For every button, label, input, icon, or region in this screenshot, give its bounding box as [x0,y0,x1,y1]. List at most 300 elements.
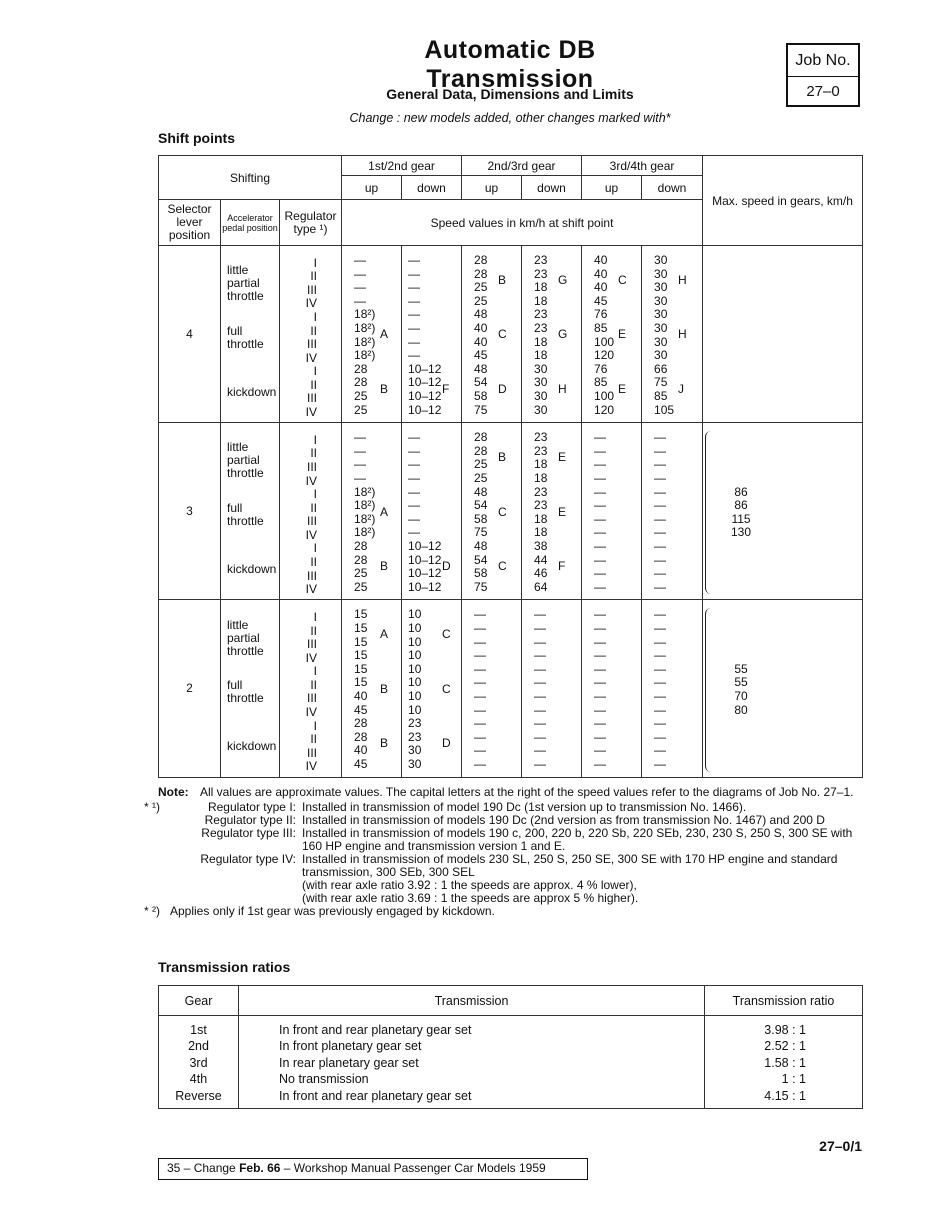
speed-value: 54 [474,552,488,567]
speed-value: — [654,566,667,581]
max-speed-value: 70 [734,688,748,703]
speed-value: — [594,729,607,744]
speed-value: — [408,443,421,458]
axle-note-2: (with rear axle ratio 3.69 : 1 the speeds are approx 5 % higher). [302,891,639,905]
regulator-cell [280,246,342,423]
speed-value: — [354,253,367,267]
speed-value: — [534,688,547,703]
speed-value: 25 [474,457,488,472]
speed-value: 10 [408,688,422,703]
selector-position: 3 [159,423,221,600]
speed-value: 85 [594,320,608,335]
diagram-letter: A [380,327,389,342]
transmission-ratios-table [158,985,863,1109]
diagram-letter: C [498,504,507,519]
speed-value: — [534,620,547,635]
speed-value: — [408,348,421,363]
speed-value: — [408,334,421,349]
speed-value: — [594,484,607,499]
speed-cell-g12-up [342,246,402,423]
speed-value: — [408,511,421,526]
speed-value: — [654,498,667,513]
regulator-type: I [313,718,318,733]
speed-value: 18 [534,293,548,308]
throttle-label: kickdown [227,739,277,754]
speed-value: 30 [408,743,422,758]
speed-value: 28 [354,538,368,553]
throttle-label: full throttle [227,324,264,352]
speed-value: — [534,743,547,758]
speed-value: — [534,634,547,649]
footer-date: Feb. 66 [239,1161,281,1175]
gear-name: Reverse [175,1088,222,1103]
diagram-letter: J [678,381,685,396]
speed-cell-g34-down [642,246,703,423]
speed-cell-g23-down [522,600,582,777]
regulator-type: II [310,677,318,692]
speed-value: 18 [534,348,548,363]
job-number-value: 27–0 [806,83,840,100]
ratio-value: 2.52 : 1 [764,1039,806,1054]
speed-value: — [594,743,607,758]
gear-name: 4th [189,1072,208,1087]
speed-value: 28 [354,716,368,731]
note-label: Note: [158,785,189,799]
speed-value: — [594,498,607,513]
speed-cell-g12-down [402,423,462,600]
diagram-letter: F [442,381,450,396]
regulator-type: II [310,446,318,461]
throttle-label: full throttle [227,678,264,706]
speed-value: 54 [474,498,488,513]
regulator-note-label [144,800,302,814]
throttle-cell [221,246,280,423]
speed-value: — [474,648,487,663]
speed-value: — [654,538,667,553]
transmission-desc: In front and rear planetary gear set [279,1088,472,1103]
speed-value: — [654,634,667,649]
throttle-label: little partial throttle [227,617,264,658]
speed-value: 48 [474,361,488,376]
ratio-value: 1.58 : 1 [764,1055,806,1070]
page-title: Automatic DB Transmission [424,36,596,93]
speed-value: 28 [474,266,488,281]
speed-value: 45 [474,348,488,363]
speed-value: — [654,661,667,676]
page-subtitle: General Data, Dimensions and Limits [386,86,634,102]
speed-value: — [534,729,547,744]
ratio-value: 1 : 1 [781,1072,806,1087]
speed-value: — [594,661,607,676]
speed-value: 100 [594,388,615,403]
throttle-label: full throttle [227,501,264,529]
speed-cell-g23-down [522,246,582,423]
diagram-letter: B [380,681,389,696]
speed-value: 75 [474,579,488,594]
speed-value: — [594,756,607,771]
throttle-cell [221,423,280,600]
regulator-type: I [313,541,318,556]
diagram-letter: C [498,559,507,574]
speed-value: 10 [408,607,422,622]
speed-value: — [474,688,487,703]
speed-value: 25 [474,280,488,295]
job-number-box [786,43,860,107]
transmission-desc: In front planetary gear set [279,1039,422,1054]
regulator-type: IV [305,350,318,365]
speed-value: 18²) [354,320,376,335]
speed-value: 30 [654,280,668,295]
diagram-letter: B [498,273,507,288]
speed-value: 28 [354,729,368,744]
speed-value: — [594,716,607,731]
speed-value: 40 [474,334,488,349]
speed-value: 18 [534,470,548,485]
g23-up-header: up [462,176,522,200]
speed-value: 10 [408,675,422,690]
diagram-letter: H [678,273,687,288]
regulator-type: IV [305,527,318,542]
speed-value: 25 [354,402,368,417]
speed-value: 28 [354,375,368,390]
selector-group-row [159,246,863,423]
regulator-type: II [310,500,318,515]
speed-value: 64 [534,579,548,594]
regulator-note-text: Installed in transmission of models 230 SL, 250 S, 250 SE, 300 SE with 170 HP engine and standard transmission, 300 SEb, 300 SEL [302,852,838,879]
speed-value: 18²) [354,498,376,513]
transmission-ratios-heading: Transmission ratios [158,959,291,975]
speed-value: — [408,293,421,308]
speed-value: 45 [354,702,368,717]
diagram-letter: B [380,381,389,396]
speed-value: 18 [534,457,548,472]
speed-value: — [594,579,607,594]
speed-value: 30 [534,375,548,390]
regulator-header: Regulator type ¹) [280,200,342,246]
speed-value: 58 [474,566,488,581]
diagram-letter: C [442,627,451,642]
gear23-header: 2nd/3rd gear [462,156,582,176]
speed-value: — [534,661,547,676]
speed-value: 23 [534,253,548,267]
diagram-letter: B [380,559,389,574]
regulator-note [158,853,863,879]
regulator-note-label: Regulator type II: [204,813,296,827]
axle-note-1: (with rear axle ratio 3.92 : 1 the speeds are approx. 4 % lower), [302,878,637,892]
regulator-note-text: Installed in transmission of model 190 Dc (1st version up to transmission No. 1466). [302,800,747,814]
regulator-type: I [313,487,318,502]
speed-value: — [594,538,607,553]
speed-value: 18²) [354,348,376,363]
speed-value: — [594,443,607,458]
regulator-type: III [307,282,318,297]
regulator-type: I [313,432,318,447]
speed-value: 25 [354,388,368,403]
speed-value: — [594,470,607,485]
footer-box [158,1158,588,1180]
transmission-desc: In rear planetary gear set [279,1055,419,1070]
speed-value: 25 [474,470,488,485]
speed-value: 75 [654,375,668,390]
g23-down-header: down [522,176,582,200]
speed-value: 58 [474,511,488,526]
speed-value: — [654,607,667,622]
speed-value: — [408,484,421,499]
speed-value: — [474,620,487,635]
speed-value: — [654,756,667,771]
ratio-value: 3.98 : 1 [764,1023,806,1037]
speed-value: 30 [654,320,668,335]
regulator-type: II [310,323,318,338]
regulator-type: I [313,364,318,379]
page-number: 27–0/1 [819,1138,862,1154]
speed-value: 40 [354,688,368,703]
selector-group-row [159,423,863,600]
speed-value: 15 [354,661,368,676]
transmission-desc: In front and rear planetary gear set [279,1023,472,1037]
regulator-note-label: Regulator type IV: [200,852,296,866]
speed-value: 30 [654,334,668,349]
speed-value: — [654,620,667,635]
regulator-type: I [313,309,318,324]
g12-down-header: down [402,176,462,200]
speed-cell-g23-up [462,600,522,777]
selector-position: 4 [159,246,221,423]
diagram-letter: C [618,273,627,288]
speed-value: 18²) [354,334,376,349]
speed-value: 28 [354,552,368,567]
regulator-type: IV [305,405,318,420]
speed-value: — [594,648,607,663]
shift-points-table [158,155,863,778]
speed-cell-g23-down [522,423,582,600]
speed-value: 10–12 [408,375,442,390]
diagram-letter: B [498,450,507,465]
regulator-type: III [307,691,318,706]
speed-value: 10–12 [408,402,442,417]
speed-value: 105 [654,402,675,417]
speed-values-header: Speed values in km/h at shift point [342,200,703,246]
job-number-label: Job No. [788,45,858,77]
speed-cell-g34-down [642,423,703,600]
speed-value: 100 [594,334,615,349]
speed-value: — [408,525,421,540]
speed-value: — [594,675,607,690]
speed-value: 76 [594,307,608,322]
diagram-letter: F [558,559,566,574]
gear-col-header: Gear [159,986,239,1016]
speed-value: 40 [594,280,608,295]
regulator-cell [280,423,342,600]
regulator-type: IV [305,296,318,311]
speed-value: — [594,620,607,635]
speed-value: 40 [474,320,488,335]
transmission-desc: No transmission [279,1072,369,1087]
diagram-letter: D [498,381,507,396]
diagram-letter: D [442,736,451,751]
speed-value: 15 [354,620,368,635]
speed-value: — [354,280,367,295]
speed-cell-g34-up [582,600,642,777]
speed-value: — [474,634,487,649]
speed-cell-g12-down [402,246,462,423]
speed-value: — [654,729,667,744]
gear-name: 2nd [188,1039,209,1054]
regulator-type: II [310,555,318,570]
speed-value: 10–12 [408,388,442,403]
speed-value: 75 [474,402,488,417]
speed-value: — [534,756,547,771]
speed-value: 54 [474,375,488,390]
regulator-type: I [313,255,318,270]
diagram-letter: A [380,627,389,642]
max-speed-cell [703,423,863,600]
regulator-type: IV [305,650,318,665]
speed-value: — [534,702,547,717]
speed-value: 25 [354,566,368,581]
diagram-letter: G [558,273,568,288]
ratio-col-header: Transmission ratio [705,986,863,1016]
speed-value: — [594,457,607,472]
speed-value: 15 [354,607,368,622]
speed-value: 30 [654,307,668,322]
regulator-type: II [310,269,318,284]
throttle-label: kickdown [227,384,277,399]
speed-value: 23 [534,430,548,445]
diagram-letter: C [498,327,507,342]
max-speed-value: 86 [734,484,748,499]
speed-value: — [654,675,667,690]
speed-value: 10 [408,648,422,663]
speed-value: 18²) [354,484,376,499]
speed-value: 66 [654,361,668,376]
speed-value: 18 [534,511,548,526]
throttle-label: kickdown [227,562,277,577]
regulator-cell [280,600,342,777]
speed-value: — [654,443,667,458]
speed-value: — [654,525,667,540]
speed-value: — [534,607,547,622]
speed-cell-g34-up [582,246,642,423]
speed-value: — [594,525,607,540]
speed-value: — [474,729,487,744]
speed-value: — [408,320,421,335]
diagram-letter: A [380,504,389,519]
speed-value: — [594,688,607,703]
regulator-type: III [307,568,318,583]
speed-value: 40 [354,743,368,758]
diagram-letter: H [678,327,687,342]
speed-value: 10 [408,634,422,649]
speed-value: 23 [534,307,548,322]
regulator-type: III [307,391,318,406]
speed-value: — [408,280,421,295]
gear34-header: 3rd/4th gear [582,156,703,176]
diagram-letter: E [558,450,567,465]
speed-value: — [654,688,667,703]
speed-value: 28 [474,443,488,458]
speed-value: — [654,457,667,472]
speed-value: 30 [408,756,422,771]
speed-value: 10 [408,661,422,676]
speed-value: — [474,607,487,622]
speed-value: 18 [534,280,548,295]
speed-value: — [594,430,607,445]
speed-value: 58 [474,388,488,403]
regulator-type: IV [305,582,318,597]
speed-value: 40 [594,266,608,281]
speed-value: — [654,648,667,663]
speed-value: — [354,457,367,472]
speed-value: — [354,293,367,308]
speed-value: — [534,648,547,663]
throttle-label: little partial throttle [227,263,264,304]
speed-value: 15 [354,648,368,663]
speed-value: 30 [654,348,668,363]
note-text: All values are approximate values. The capital letters at the right of the speed values refer to the diagrams of Job No. 27–1. [200,785,854,799]
speed-value: — [408,498,421,513]
shifting-header: Shifting [159,156,342,200]
diagram-letter: B [380,736,389,751]
speed-value: 38 [534,538,548,553]
speed-value: 45 [594,293,608,308]
regulator-type: III [307,459,318,474]
speed-value: — [354,266,367,281]
selector-header: Selector lever position [159,200,221,246]
diagram-letter: E [618,381,627,396]
max-speed-value: 130 [731,525,752,540]
speed-value: — [654,743,667,758]
diagram-letter: G [558,327,568,342]
speed-value: 45 [354,756,368,771]
g12-up-header: up [342,176,402,200]
speed-value: — [408,457,421,472]
speed-value: 23 [534,498,548,513]
speed-value: 23 [534,266,548,281]
speed-value: 120 [594,348,615,363]
speed-cell-g12-up [342,423,402,600]
speed-value: 30 [654,253,668,267]
max-speed-value: 86 [734,498,748,513]
speed-value: 18 [534,525,548,540]
selector-group-row [159,600,863,777]
speed-value: — [654,470,667,485]
regulator-type: III [307,637,318,652]
speed-value: 44 [534,552,548,567]
speed-value: — [408,253,421,267]
footnote-2-text: Applies only if 1st gear was previously engaged by kickdown. [170,904,495,918]
speed-value: 23 [408,716,422,731]
speed-value: 18²) [354,511,376,526]
speed-value: — [474,743,487,758]
diagram-letter: E [558,504,567,519]
speed-cell-g12-down [402,600,462,777]
speed-value: 120 [594,402,615,417]
speed-value: — [654,716,667,731]
regulator-note-label: Regulator type III: [201,826,296,840]
speed-value: 10 [408,702,422,717]
speed-value: — [408,470,421,485]
speed-value: — [594,634,607,649]
speed-value: — [594,607,607,622]
throttle-label: little partial throttle [227,440,264,481]
speed-value: — [474,716,487,731]
regulator-type: IV [305,759,318,774]
regulator-type: II [310,732,318,747]
speed-value: 23 [534,320,548,335]
speed-value: 30 [654,293,668,308]
speed-value: — [594,511,607,526]
